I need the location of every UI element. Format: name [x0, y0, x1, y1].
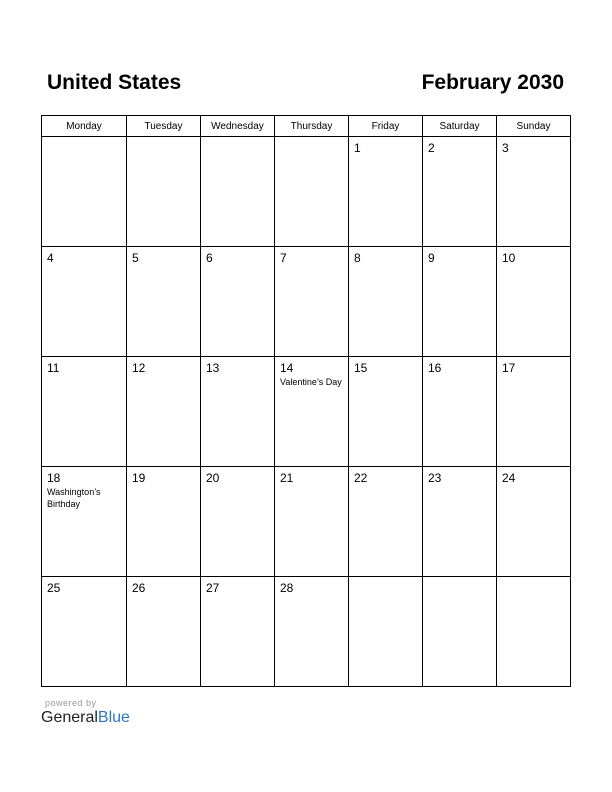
month-title: February 2030	[421, 71, 564, 94]
day-cell	[127, 247, 201, 357]
day-cell	[201, 577, 275, 687]
day-cell	[349, 357, 423, 467]
brand-general: General	[41, 709, 98, 726]
day-number: 9	[428, 251, 435, 265]
day-cell	[497, 577, 571, 687]
week-row	[42, 467, 571, 577]
day-cell	[275, 467, 349, 577]
day-cell	[497, 357, 571, 467]
day-number: 19	[132, 471, 146, 485]
day-number: 3	[502, 141, 509, 155]
day-cell	[349, 577, 423, 687]
day-cell	[201, 247, 275, 357]
day-cell	[275, 357, 349, 467]
day-cell	[201, 467, 275, 577]
weekday-header-row	[42, 116, 571, 137]
day-number: 8	[354, 251, 361, 265]
day-cell	[497, 137, 571, 247]
day-cell	[201, 357, 275, 467]
brand-blue: Blue	[97, 709, 130, 726]
day-number: 6	[206, 251, 213, 265]
day-cell	[42, 577, 127, 687]
holiday-label: Washington’s Birthday	[47, 487, 101, 509]
day-cell	[349, 247, 423, 357]
generalblue-logo[interactable]	[41, 698, 130, 727]
powered-by-text: powered by	[45, 698, 97, 708]
day-cell	[127, 577, 201, 687]
day-number: 20	[206, 471, 220, 485]
country-title: United States	[47, 71, 182, 94]
day-cell	[42, 357, 127, 467]
holiday-label: Valentine’s Day	[280, 377, 342, 387]
day-number: 11	[47, 361, 60, 375]
day-cell	[275, 137, 349, 247]
day-number: 5	[132, 251, 139, 265]
day-number: 17	[502, 361, 516, 375]
day-cell	[275, 577, 349, 687]
day-number: 21	[280, 471, 294, 485]
day-number: 24	[502, 471, 516, 485]
day-number: 25	[47, 581, 61, 595]
day-number: 10	[502, 251, 516, 265]
day-number: 15	[354, 361, 368, 375]
day-number: 14	[280, 361, 294, 375]
day-cell	[349, 467, 423, 577]
week-row	[42, 577, 571, 687]
calendar-grid	[41, 115, 571, 687]
day-cell	[423, 577, 497, 687]
day-number: 23	[428, 471, 442, 485]
day-cell	[497, 467, 571, 577]
week-row	[42, 247, 571, 357]
day-number: 26	[132, 581, 146, 595]
day-cell	[42, 467, 127, 577]
day-cell	[423, 137, 497, 247]
weekday-header: Sunday	[497, 116, 571, 137]
day-cell	[42, 137, 127, 247]
day-number: 16	[428, 361, 442, 375]
weekday-header: Monday	[42, 116, 127, 137]
day-cell	[423, 467, 497, 577]
brand-name	[41, 709, 130, 727]
day-number: 12	[132, 361, 146, 375]
day-number: 4	[47, 251, 54, 265]
day-cell	[127, 137, 201, 247]
day-number: 2	[428, 141, 435, 155]
day-number: 18	[47, 471, 61, 485]
day-cell	[349, 137, 423, 247]
day-number: 28	[280, 581, 294, 595]
weekday-header: Thursday	[275, 116, 349, 137]
day-cell	[127, 357, 201, 467]
day-cell	[127, 467, 201, 577]
day-cell	[275, 247, 349, 357]
week-row	[42, 137, 571, 247]
day-number: 1	[354, 141, 361, 155]
day-number: 7	[280, 251, 287, 265]
week-row	[42, 357, 571, 467]
day-cell	[201, 137, 275, 247]
weekday-header: Friday	[349, 116, 423, 137]
day-cell	[423, 357, 497, 467]
day-number: 27	[206, 581, 220, 595]
day-cell	[423, 247, 497, 357]
day-cell	[42, 247, 127, 357]
weekday-header: Saturday	[423, 116, 497, 137]
day-number: 13	[206, 361, 220, 375]
day-cell	[497, 247, 571, 357]
day-number: 22	[354, 471, 368, 485]
weekday-header: Tuesday	[127, 116, 201, 137]
weekday-header: Wednesday	[201, 116, 275, 137]
